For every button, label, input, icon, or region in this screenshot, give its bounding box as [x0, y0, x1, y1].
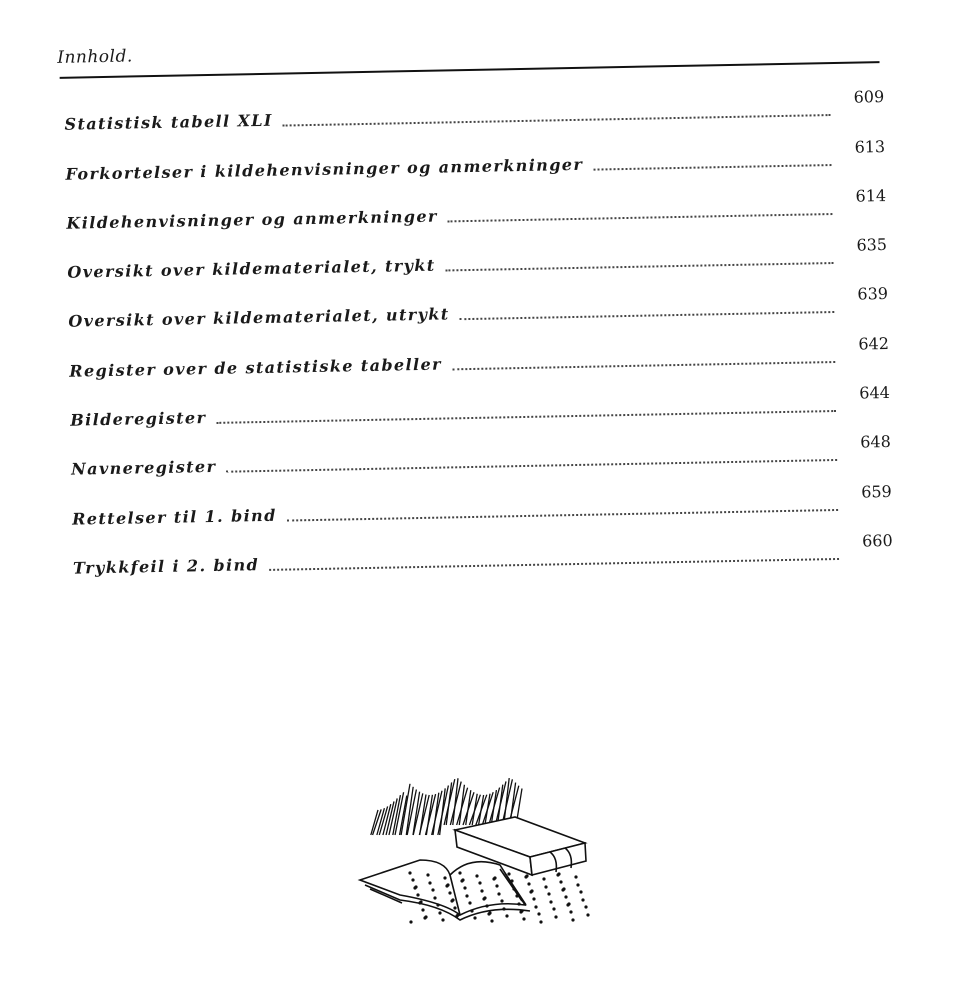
toc-entry-page: 613 [854, 136, 886, 157]
toc-entry-page: 659 [861, 481, 892, 502]
toc-entry-label: Navneregister [70, 457, 217, 480]
dot-leader [446, 262, 834, 271]
toc-entry-label: Bilderegister [70, 408, 207, 430]
table-of-contents [64, 76, 893, 585]
books-illustration [350, 765, 600, 930]
dot-leader [226, 459, 837, 473]
dot-leader [460, 311, 835, 320]
toc-entry-label: Rettelser til 1. bind [71, 505, 277, 529]
dot-leader [283, 114, 831, 127]
toc-entry-label: Forkortelser i kildehenvisninger og anmerkninger [65, 154, 584, 184]
toc-entry-page: 639 [857, 284, 889, 305]
dot-leader [593, 164, 831, 171]
dot-leader [452, 361, 835, 370]
toc-entry-label: Register over de statistiske tabeller [69, 354, 443, 381]
toc-entry-page: 660 [861, 530, 893, 551]
dot-leader [216, 410, 836, 424]
toc-entry-label: Statistisk tabell XLI [64, 111, 274, 135]
toc-entry-page: 644 [859, 383, 891, 403]
page-header-title: Innhold. [57, 46, 133, 68]
dot-leader [287, 509, 838, 522]
dot-leader [269, 558, 839, 571]
toc-entry-page: 614 [855, 185, 887, 206]
toc-entry-page: 648 [860, 432, 891, 452]
toc-entry-page: 609 [853, 87, 885, 107]
toc-entry-label: Kildehenvisninger og anmerkninger [66, 206, 438, 233]
dot-leader [448, 213, 833, 222]
toc-entry-page: 642 [858, 333, 890, 354]
toc-entry-label: Oversikt over kildematerialet, utrykt [68, 304, 450, 332]
toc-entry-label: Trykkfeil i 2. bind [72, 555, 260, 578]
toc-entry-label: Oversikt over kildematerialet, trykt [67, 255, 436, 282]
header-rule [60, 61, 880, 79]
toc-entry-page: 635 [856, 235, 888, 255]
